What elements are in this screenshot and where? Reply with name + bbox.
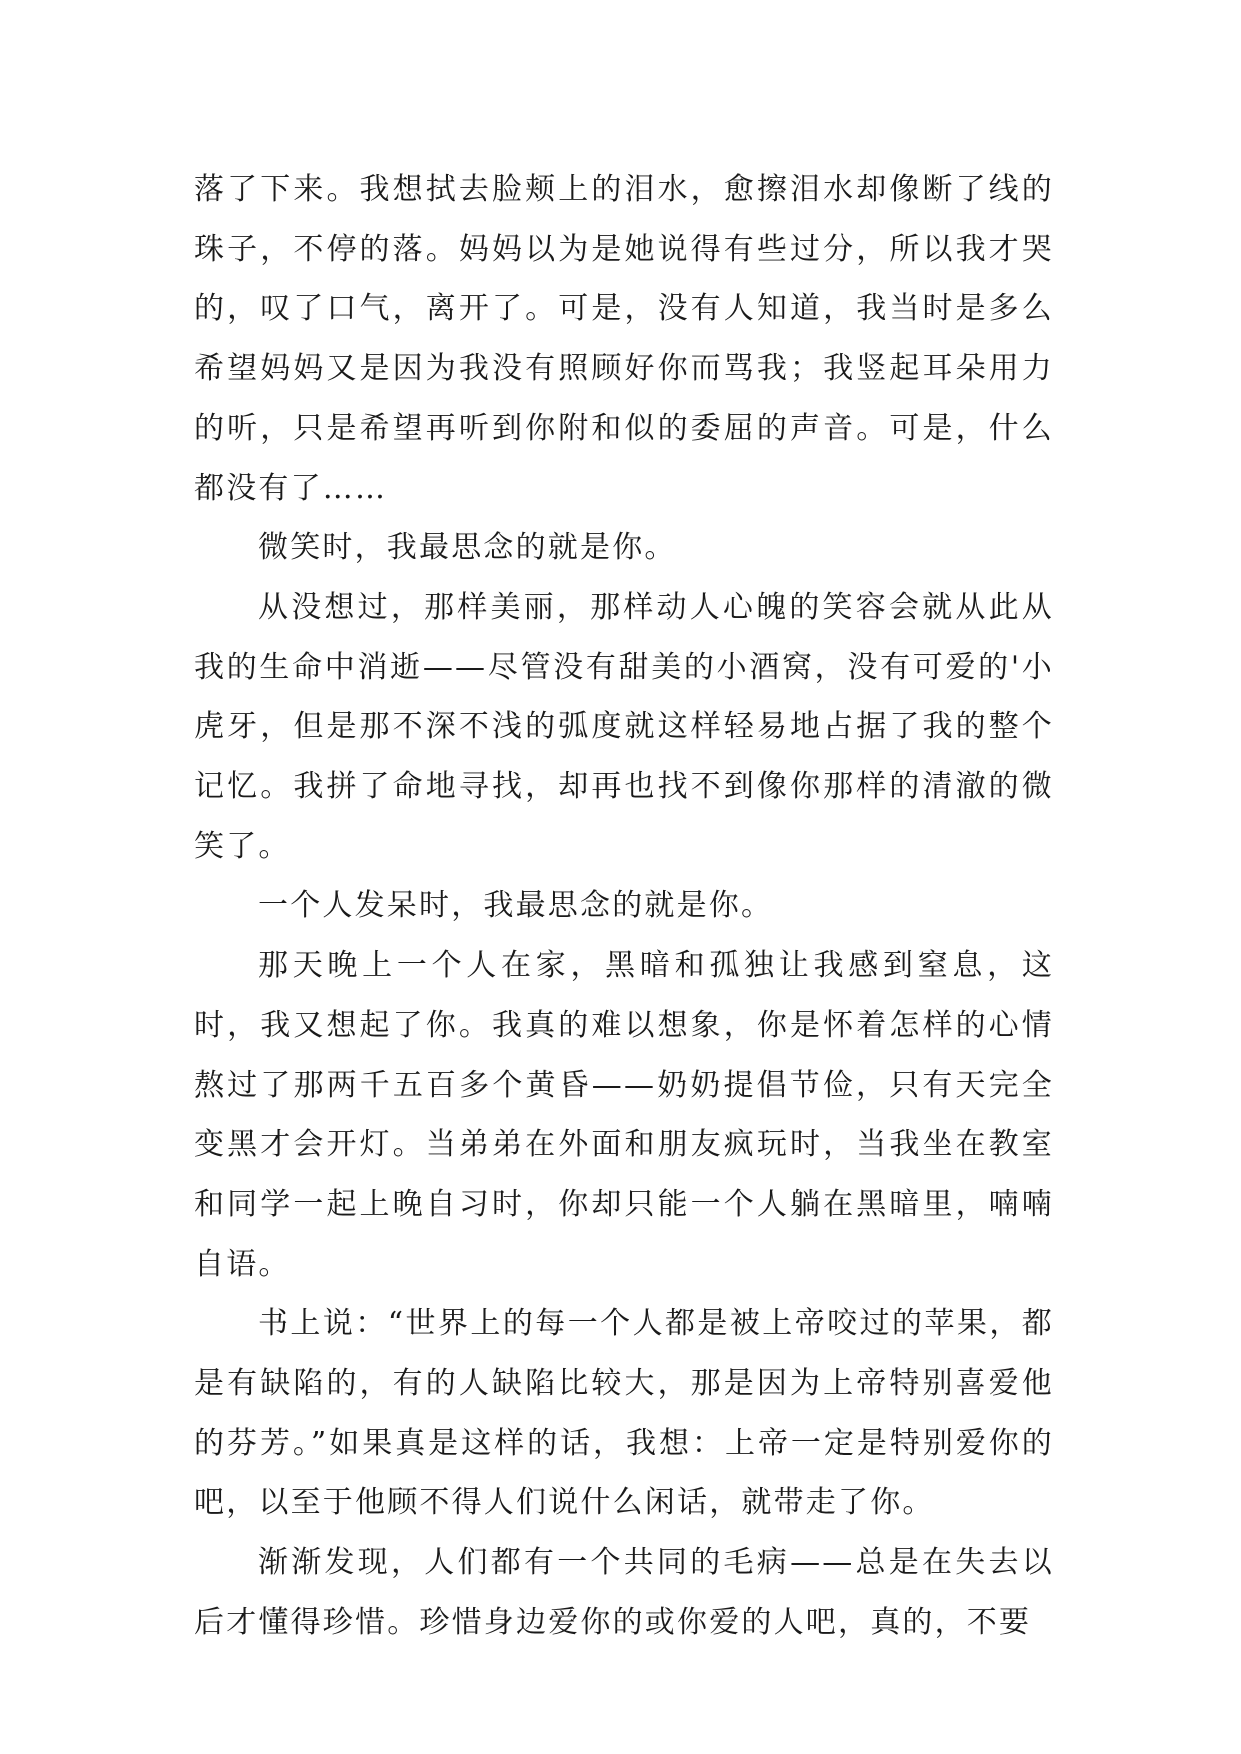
paragraph-6: 书上说：“世界上的每一个人都是被上帝咬过的苹果，都是有缺陷的，有的人缺陷比较大，那是因为上帝特别喜爱他的芬芳。”如果真是这样的话，我想：上帝一定是特别爱你的吧，以至于他顾不得人们说什么闲话，就带走了你。 xyxy=(194,1306,1054,1521)
paragraph-7: 渐渐发现，人们都有一个共同的毛病——总是在失去以后才懂得珍惜。珍惜身边爱你的或你爱的人吧，真的，不要 xyxy=(194,1545,1054,1640)
paragraph-2: 微笑时，我最思念的就是你。 xyxy=(258,530,677,566)
document-body xyxy=(194,160,1054,1653)
paragraph-3: 从没想过，那样美丽，那样动人心魄的笑容会就从此从我的生命中消逝——尽管没有甜美的小酒窝，没有可爱的'小虎牙，但是那不深不浅的弧度就这样轻易地占据了我的整个记忆。我拼了命地寻找，却再也找不到像你那样的清澈的微笑了。 xyxy=(194,589,1054,864)
paragraph-4: 一个人发呆时，我最思念的就是你。 xyxy=(258,888,774,924)
paragraph-1: 落了下来。我想拭去脸颊上的泪水，愈擦泪水却像断了线的珠子，不停的落。妈妈以为是她说得有些过分，所以我才哭的，叹了口气，离开了。可是，没有人知道，我当时是多么希望妈妈又是因为我没有照顾好你而骂我；我竖起耳朵用力的听，只是希望再听到你附和似的委屈的声音。可是，什么都没有了…… xyxy=(194,172,1054,506)
paragraph-5: 那天晚上一个人在家，黑暗和孤独让我感到窒息，这时，我又想起了你。我真的难以想象，你是怀着怎样的心情熬过了那两千五百多个黄昏——奶奶提倡节俭，只有天完全变黑才会开灯。当弟弟在外面和朋友疯玩时，当我坐在教室和同学一起上晚自习时，你却只能一个人躺在黑暗里，喃喃自语。 xyxy=(194,948,1054,1282)
